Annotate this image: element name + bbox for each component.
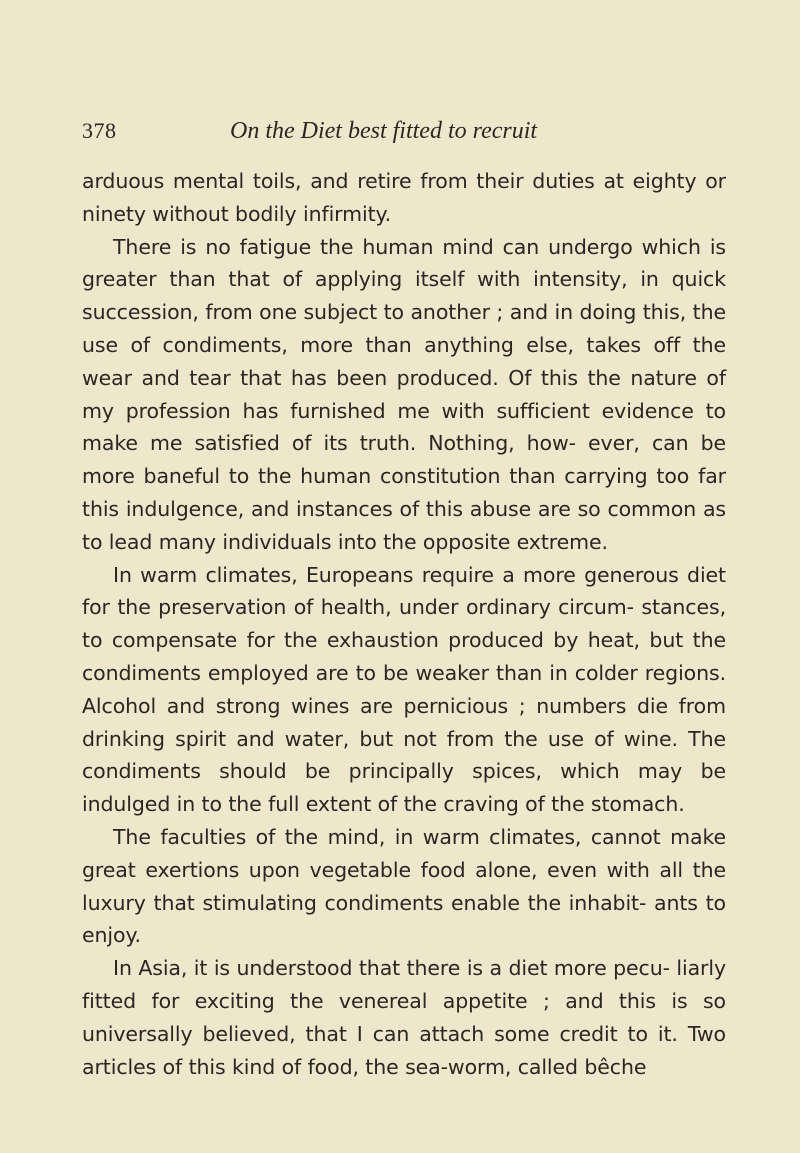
paragraph: There is no fatigue the human mind can undergo which is greater than that of applying itself with intensity, in quick succession, from one subject to another ; and in doing this, the use of condiments, more than anything else, takes off the wear and tear that has been produced. Of this the nature of my profession has furnished me with sufficient evidence to make me satisfied of its truth. Nothing, how- ever, can be more baneful to the human constitution than carrying too far this indulgence, and instances of this abuse are so common as to lead many individuals into the opposite extreme.	[82, 234, 726, 554]
page-number: 378	[82, 118, 117, 143]
body-text	[82, 165, 726, 1083]
running-title: On the Diet best fitted to recruit	[230, 118, 538, 144]
paragraph: In warm climates, Europeans require a more generous diet for the preservation of health, under ordinary circum- stances, to compensate for the exhaustion produced by heat, but the condiments employed are to be weaker than in colder regions. Alcohol and strong wines are pernicious ; numbers die from drinking spirit and water, but not from the use of wine. The condiments should be principally spices, which may be indulged in to the full extent of the craving of the stomach.	[82, 562, 726, 817]
page-header	[0, 118, 800, 158]
paragraph: arduous mental toils, and retire from their duties at eighty or ninety without bodily infirmity.	[82, 169, 726, 226]
paragraph: In Asia, it is understood that there is a diet more pecu- liarly fitted for exciting the venereal appetite ; and this is so universally believed, that I can attach some credit to it. Two articles of this kind of food, the sea-worm, called bêche	[82, 956, 726, 1079]
paragraph: The faculties of the mind, in warm climates, cannot make great exertions upon vegetable food alone, even with all the luxury that stimulating condiments enable the inhabit- ants to enjoy.	[82, 824, 726, 948]
